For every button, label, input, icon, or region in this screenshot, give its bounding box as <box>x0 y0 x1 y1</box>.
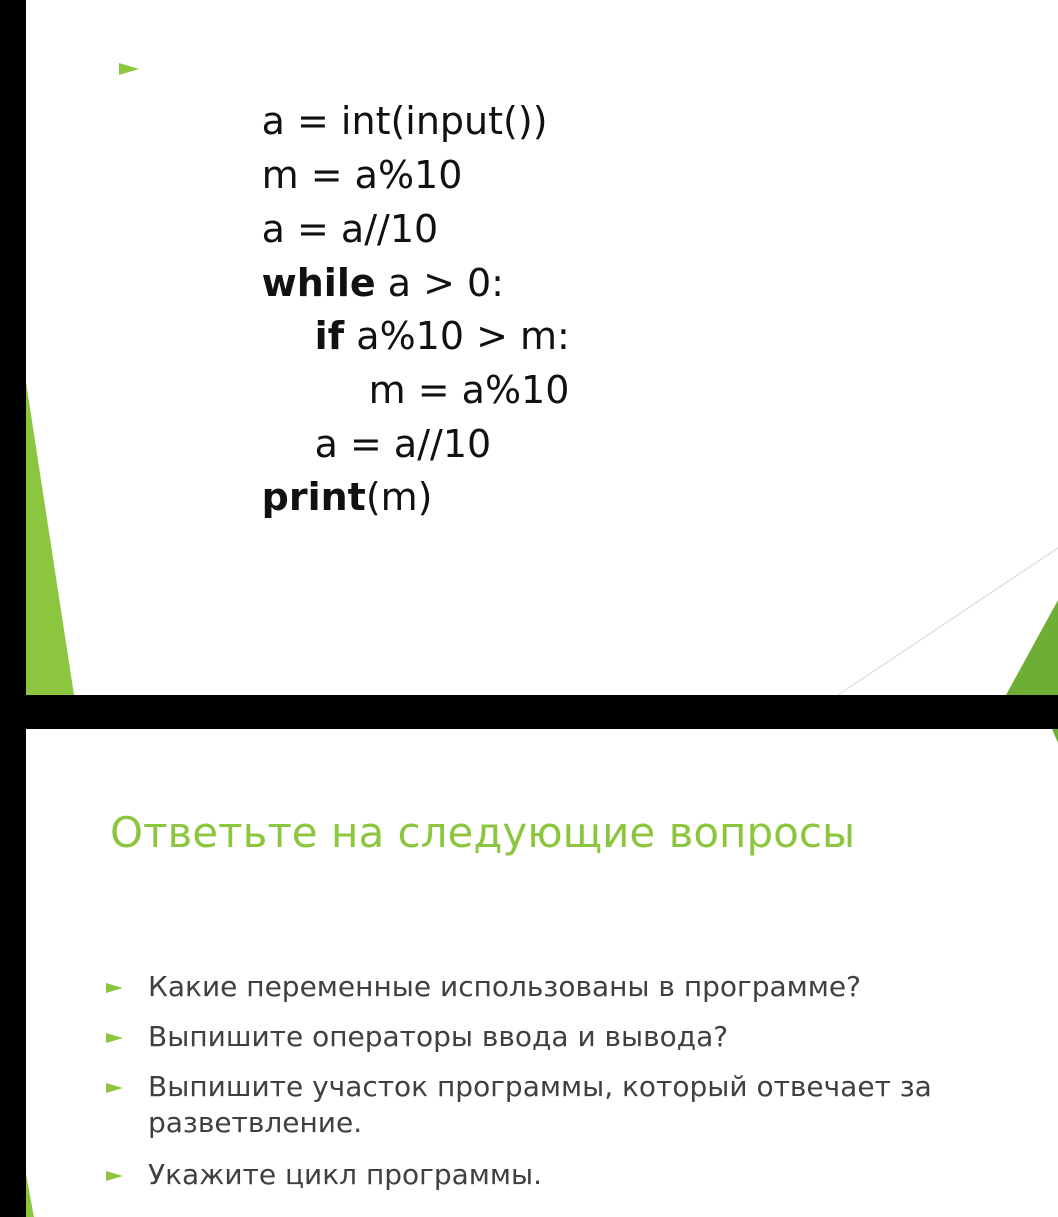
question-text: Какие переменные использованы в программе? <box>148 970 862 1003</box>
code-line-text: a = a//10 <box>261 207 439 251</box>
code-keyword: print <box>261 475 366 519</box>
code-line-text: m = a%10 <box>368 368 570 412</box>
code-keyword: if <box>314 314 345 358</box>
question-text: Выпишите операторы ввода и вывода? <box>148 1020 729 1053</box>
code-line-text: a%10 > m: <box>344 314 570 358</box>
question-list <box>26 729 1058 1217</box>
code-block <box>26 0 1058 695</box>
question-text: Укажите цикл программы. <box>148 1158 543 1191</box>
code-line-text: a = int(input()) <box>261 99 548 143</box>
bullet-arrow-icon <box>106 1033 123 1043</box>
code-line-text: a = a//10 <box>314 422 492 466</box>
bullet-arrow-icon <box>106 1171 123 1181</box>
slide-title: Ответьте на следующие вопросы <box>110 808 856 857</box>
question-text: Выпишите участок программы, который отвечает за разветвление. <box>148 1070 932 1139</box>
code-line-text: a > 0: <box>375 261 504 305</box>
code-slide <box>26 0 1058 695</box>
code-line-8 <box>165 419 433 575</box>
code-line-text: (m) <box>365 475 433 519</box>
code-keyword: while <box>261 261 376 305</box>
questions-slide <box>26 729 1058 1217</box>
bullet-arrow-icon <box>119 63 139 75</box>
bullet-arrow-icon <box>106 983 123 993</box>
bullet-arrow-icon <box>106 1083 123 1093</box>
code-line-text: m = a%10 <box>261 153 463 197</box>
